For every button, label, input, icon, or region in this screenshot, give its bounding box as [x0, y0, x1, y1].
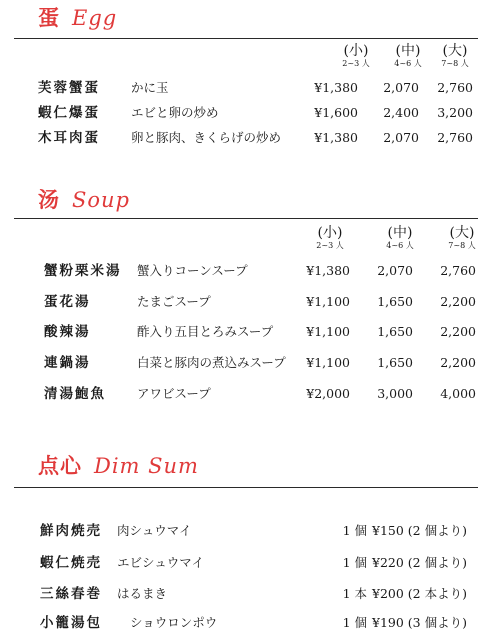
- price-small: ¥1,600: [314, 105, 358, 120]
- item-name-jp: はるまき: [117, 586, 168, 601]
- soup-header-medium-size: (中): [387, 225, 413, 241]
- price-small: ¥1,380: [306, 263, 350, 278]
- dimsum-title-zh: 点心: [38, 453, 82, 478]
- soup-header-large-people: 7~8 人: [448, 241, 476, 250]
- item-name-zh: 鮮肉焼売: [40, 523, 102, 539]
- dimsum-item-row: [0, 583, 500, 605]
- egg-divider: [14, 38, 478, 39]
- item-name-zh: 蝦仁焼売: [40, 555, 102, 571]
- dimsum-item-row: [0, 520, 500, 542]
- item-name-jp: たまごスープ: [137, 294, 211, 309]
- soup-header-small-size: (小): [317, 225, 343, 241]
- soup-header-large-size: (大): [449, 225, 475, 241]
- egg-item-row: [0, 102, 500, 124]
- item-name-zh: 蟹粉栗米湯: [44, 263, 122, 279]
- egg-header-small-people: 2~3 人: [342, 59, 370, 68]
- price-small: ¥1,380: [314, 130, 358, 145]
- egg-header-small-size: (小): [343, 43, 369, 59]
- price-large: 2,200: [440, 355, 476, 370]
- egg-section-title: [38, 2, 117, 32]
- egg-header-medium: [383, 44, 433, 69]
- soup-header-medium-people: 4~6 人: [386, 241, 414, 250]
- item-price: ¥200 (2 本より): [372, 586, 467, 601]
- price-medium: 1,650: [377, 294, 413, 309]
- item-name-jp: 蟹入りコーンスープ: [137, 263, 248, 278]
- soup-item-row: [0, 291, 500, 313]
- egg-header-large: [430, 44, 480, 69]
- price-small: ¥1,100: [306, 324, 350, 339]
- price-small: ¥2,000: [306, 386, 350, 401]
- price-large: 3,200: [437, 105, 473, 120]
- item-name-zh: 清湯鮑魚: [44, 386, 106, 402]
- item-price: ¥190 (3 個より): [372, 615, 467, 630]
- dimsum-section-title: [38, 450, 199, 480]
- soup-item-row: [0, 383, 500, 405]
- price-small: ¥1,100: [306, 294, 350, 309]
- price-medium: 2,070: [383, 80, 419, 95]
- item-name-jp: かに玉: [131, 80, 169, 95]
- egg-header-small: [331, 44, 381, 69]
- item-price: ¥150 (2 個より): [372, 523, 467, 538]
- price-large: 2,760: [437, 130, 473, 145]
- item-quantity: 1 個: [342, 615, 367, 630]
- price-medium: 1,650: [377, 355, 413, 370]
- dimsum-item-row: [0, 552, 500, 574]
- item-name-jp: 肉シュウマイ: [117, 523, 192, 538]
- soup-item-row: [0, 260, 500, 282]
- item-quantity: 1 個: [342, 523, 367, 538]
- item-name-jp: 白菜と豚肉の煮込みスープ: [137, 355, 286, 370]
- item-name-jp: アワビスープ: [137, 386, 211, 401]
- price-small: ¥1,100: [306, 355, 350, 370]
- price-large: 2,760: [437, 80, 473, 95]
- price-medium: 2,400: [383, 105, 419, 120]
- item-name-jp: 卵と豚肉、きくらげの炒め: [131, 130, 282, 145]
- item-name-jp: 酢入り五目とろみスープ: [137, 324, 274, 339]
- price-small: ¥1,380: [314, 80, 358, 95]
- soup-header-small-people: 2~3 人: [316, 241, 344, 250]
- soup-divider: [14, 218, 478, 219]
- item-name-zh: 三絲春巻: [40, 586, 102, 602]
- item-name-zh: 蛋花湯: [44, 294, 91, 310]
- soup-header-large: [437, 226, 487, 251]
- item-name-zh: 酸辣湯: [44, 324, 91, 340]
- egg-header-medium-people: 4~6 人: [394, 59, 422, 68]
- item-name-zh: 芙蓉蟹蛋: [38, 80, 100, 96]
- price-large: 2,200: [440, 294, 476, 309]
- price-large: 4,000: [440, 386, 476, 401]
- price-medium: 2,070: [377, 263, 413, 278]
- dimsum-divider: [14, 487, 478, 488]
- item-name-zh: 小籠湯包: [40, 615, 102, 631]
- soup-title-en: Soup: [72, 188, 130, 212]
- item-quantity: 1 個: [342, 555, 367, 570]
- egg-item-row: [0, 77, 500, 99]
- soup-header-medium: [375, 226, 425, 251]
- dimsum-item-row: [0, 612, 500, 634]
- egg-header-large-size: (大): [442, 43, 468, 59]
- soup-item-row: [0, 321, 500, 343]
- egg-item-row: [0, 127, 500, 149]
- item-name-jp: ショウロンポウ: [130, 615, 218, 630]
- egg-header-large-people: 7~8 人: [441, 59, 469, 68]
- price-medium: 2,070: [383, 130, 419, 145]
- item-name-jp: エビと卵の炒め: [131, 105, 219, 120]
- item-quantity: 1 本: [342, 586, 367, 601]
- egg-header-medium-size: (中): [395, 43, 421, 59]
- item-name-zh: 連鍋湯: [44, 355, 91, 371]
- price-large: 2,200: [440, 324, 476, 339]
- dimsum-title-en: Dim Sum: [94, 454, 199, 478]
- egg-title-en: Egg: [72, 6, 118, 30]
- item-name-jp: エビシュウマイ: [117, 555, 205, 570]
- soup-section-title: [38, 184, 130, 214]
- price-medium: 3,000: [377, 386, 413, 401]
- soup-item-row: [0, 352, 500, 374]
- item-name-zh: 蝦仁爆蛋: [38, 105, 100, 121]
- soup-title-zh: 汤: [38, 187, 60, 212]
- price-medium: 1,650: [377, 324, 413, 339]
- egg-title-zh: 蛋: [38, 5, 60, 30]
- item-price: ¥220 (2 個より): [372, 555, 467, 570]
- item-name-zh: 木耳肉蛋: [38, 130, 100, 146]
- price-large: 2,760: [440, 263, 476, 278]
- soup-header-small: [305, 226, 355, 251]
